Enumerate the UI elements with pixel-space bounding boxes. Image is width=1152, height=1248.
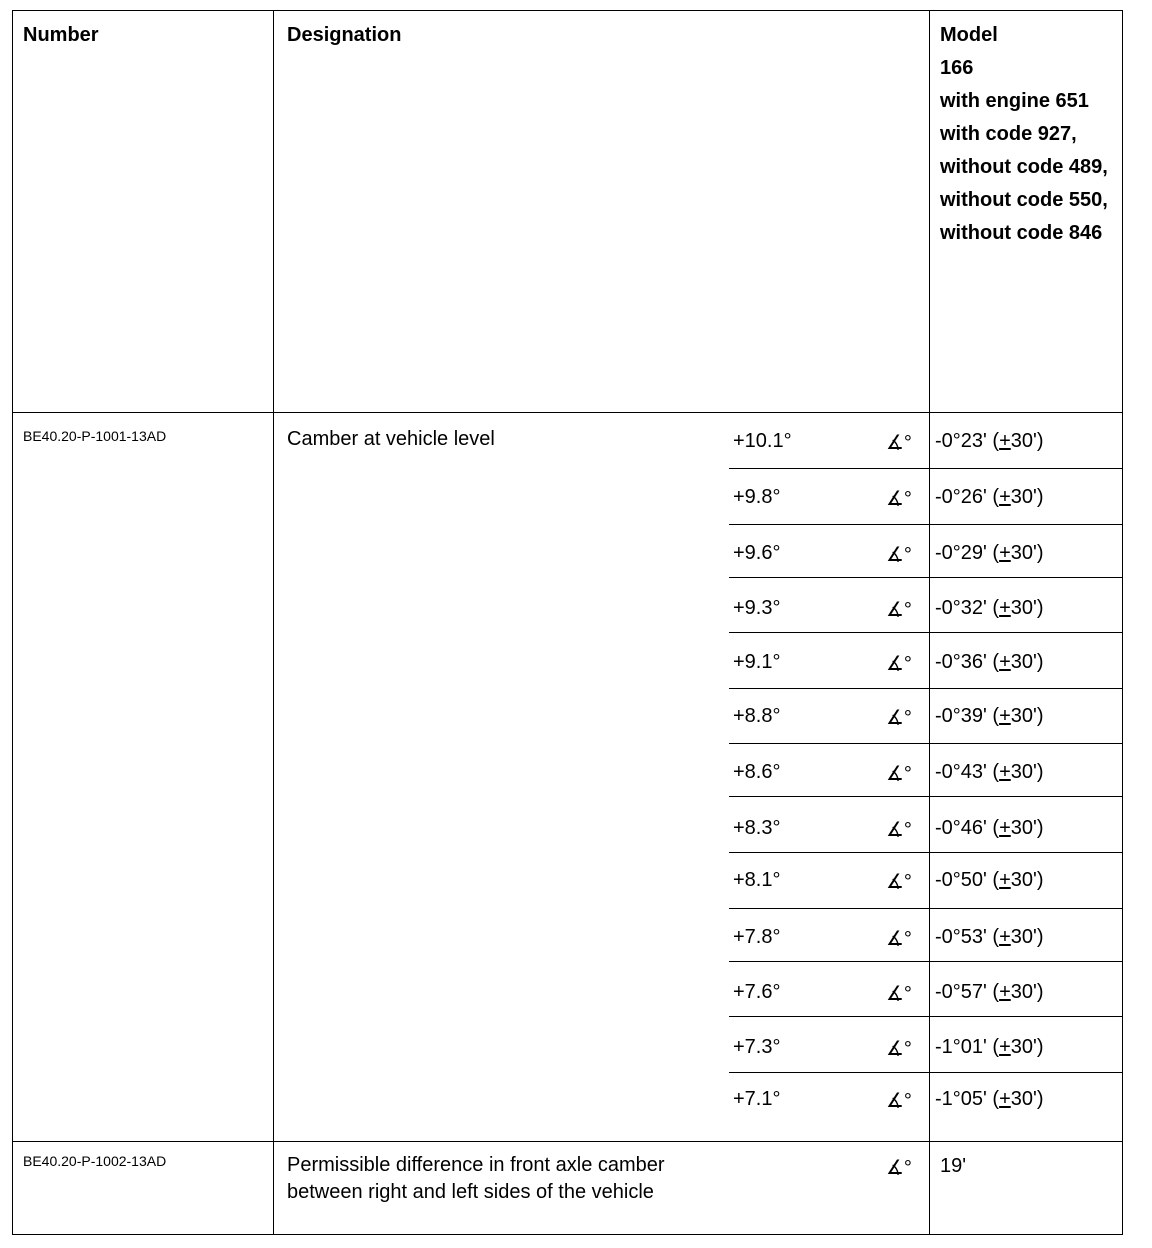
row-divider [729,524,1122,525]
model-code-without-3: without code 846 [940,222,1103,244]
angle-icon: ∡° [886,653,912,675]
model-label: Model [940,24,998,46]
angle-value: +7.6° [733,981,781,1003]
difference-value: 19' [940,1155,967,1177]
header-number: Number [23,24,99,46]
angle-icon: ∡° [886,1157,912,1179]
angle-icon: ∡° [886,707,912,729]
camber-value: -0°57' (+30') [935,981,1044,1003]
row-designation: Camber at vehicle level [287,428,495,450]
row-designation: Permissible difference in front axle camber between right and left sides of the vehicle [287,1154,665,1203]
camber-row [729,470,1122,524]
angle-value: +9.8° [733,486,781,508]
model-engine: with engine 651 [940,90,1089,112]
camber-value: -1°01' (+30') [935,1036,1044,1058]
angle-icon: ∡° [886,1038,912,1060]
angle-value: +9.1° [733,651,781,673]
row-number: BE40.20-P-1002-13AD [23,1153,167,1169]
camber-value: -0°39' (+30') [935,705,1044,727]
angle-value: +9.3° [733,597,781,619]
camber-value: -1°05' (+30') [935,1088,1044,1110]
row-divider [729,1016,1122,1017]
row-divider [729,796,1122,797]
row-divider [729,743,1122,744]
camber-value: -0°46' (+30') [935,817,1044,839]
angle-icon: ∡° [886,488,912,510]
row-divider [729,632,1122,633]
model-code-with: with code 927, [940,123,1077,145]
camber-row [729,581,1122,635]
camber-value: -0°26' (+30') [935,486,1044,508]
angle-value: +8.8° [733,705,781,727]
camber-row [729,965,1122,1019]
angle-icon: ∡° [886,599,912,621]
angle-value: +8.3° [733,817,781,839]
angle-value: +7.3° [733,1036,781,1058]
angle-icon: ∡° [886,432,912,454]
camber-value: -0°53' (+30') [935,926,1044,948]
angle-icon: ∡° [886,763,912,785]
row-divider [729,468,1122,469]
difference-row [729,1139,1122,1193]
angle-icon: ∡° [886,871,912,893]
angle-value: +8.6° [733,761,781,783]
camber-row [729,1020,1122,1074]
camber-row [729,635,1122,689]
row-divider [729,577,1122,578]
angle-icon: ∡° [886,928,912,950]
camber-row [729,801,1122,855]
specification-table [12,10,1123,1235]
camber-value: -0°36' (+30') [935,651,1044,673]
camber-value: -0°50' (+30') [935,869,1044,891]
header-model [940,23,1115,254]
column-divider-number [273,11,274,1234]
camber-row [729,526,1122,580]
angle-icon: ∡° [886,819,912,841]
angle-value: +7.1° [733,1088,781,1110]
camber-row [729,745,1122,799]
angle-icon: ∡° [886,1090,912,1112]
camber-row [729,910,1122,964]
model-number: 166 [940,57,974,79]
camber-value: -0°23' (+30') [935,430,1044,452]
angle-icon: ∡° [886,544,912,566]
camber-row [729,853,1122,907]
model-code-without-1: without code 489, [940,156,1108,178]
angle-value: +7.8° [733,926,781,948]
camber-value: -0°43' (+30') [935,761,1044,783]
row-divider [729,961,1122,962]
angle-value: +8.1° [733,869,781,891]
angle-value: +9.6° [733,542,781,564]
camber-value: -0°32' (+30') [935,597,1044,619]
camber-row [729,689,1122,743]
row-number: BE40.20-P-1001-13AD [23,428,167,444]
camber-row [729,414,1122,468]
camber-row [729,1072,1122,1126]
model-code-without-2: without code 550, [940,189,1108,211]
angle-icon: ∡° [886,983,912,1005]
camber-value: -0°29' (+30') [935,542,1044,564]
row-divider [729,908,1122,909]
header-designation: Designation [287,24,402,46]
angle-value: +10.1° [733,430,792,452]
header-divider [13,412,1122,413]
